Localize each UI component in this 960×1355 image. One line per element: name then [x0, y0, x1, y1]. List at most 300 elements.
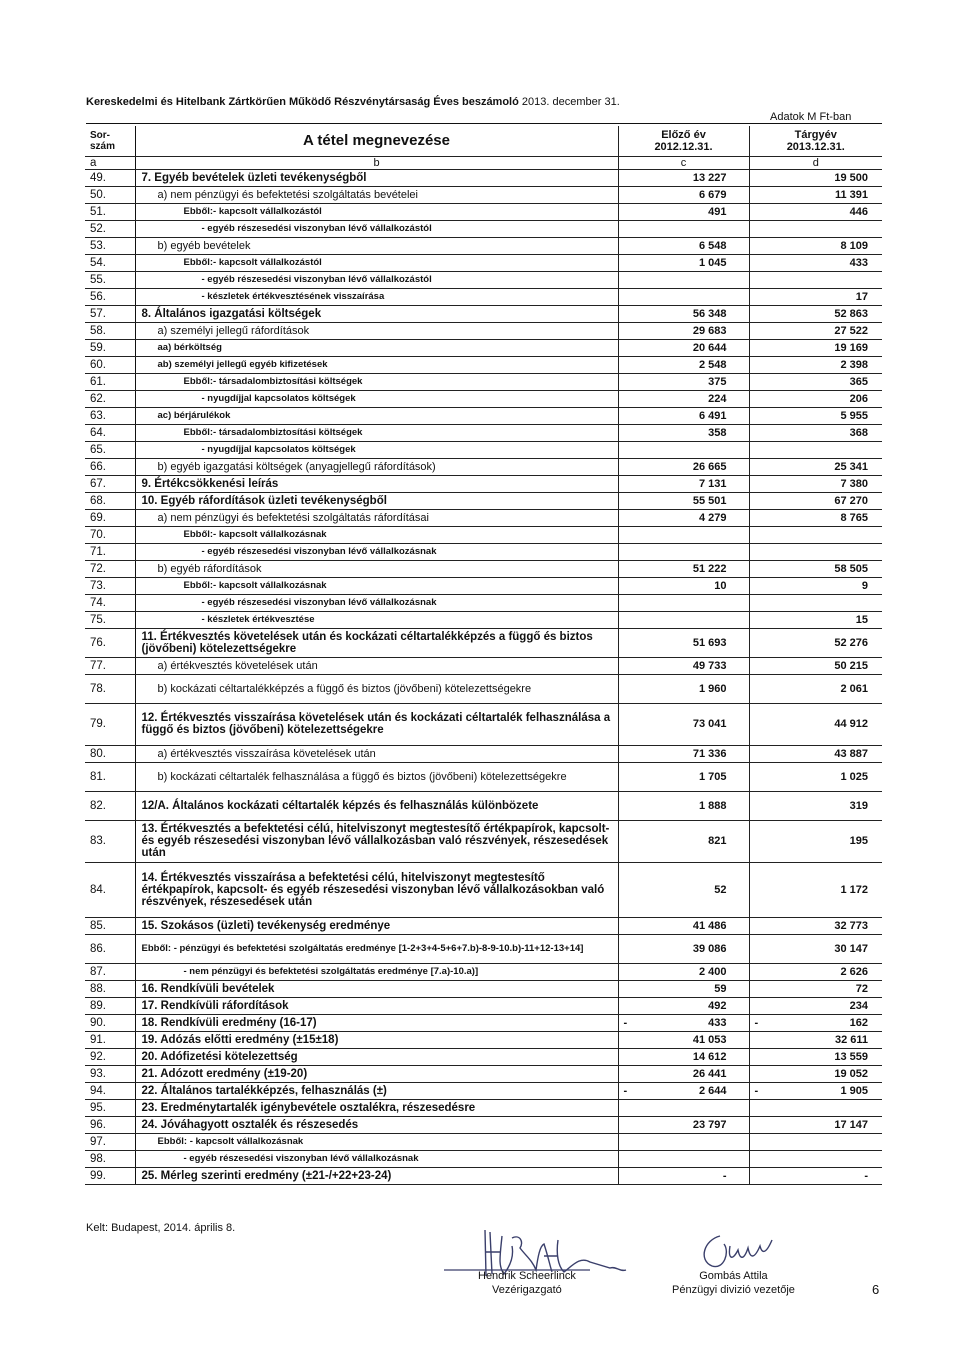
- row-label: b) kockázati céltartalék felhasználása a függő és biztos (jövőbeni) kötelezettségekre: [135, 762, 618, 791]
- cur-amount: 234: [849, 999, 868, 1012]
- prev-amount: 1 045: [698, 256, 727, 269]
- row-cur-value: [749, 703, 882, 745]
- cur-amount: 1 172: [840, 883, 868, 896]
- prev-amount: 26 665: [692, 460, 727, 473]
- prev-amount: 52: [714, 883, 727, 896]
- col-header-cur: [749, 126, 882, 156]
- row-prev-value: [618, 509, 749, 526]
- row-label: 14. Értékvesztés visszaírása a befektetési célú, hitelviszonyt megtestesítő értékpapírok, kapcsolt- és egyéb részesedési viszonyban lévő vállalkozásokban való részvények, részesedések után: [135, 862, 618, 917]
- row-label: - egyéb részesedési viszonyban lévő vállalkozásnak: [135, 543, 618, 560]
- row-cur-value: [749, 745, 882, 762]
- row-cur-value: [749, 1065, 882, 1082]
- row-label: ab) személyi jellegű egyéb kifizetések: [135, 356, 618, 373]
- table-row: [85, 424, 882, 441]
- table-row: [85, 1133, 882, 1150]
- row-label: 20. Adófizetési kötelezettség: [135, 1048, 618, 1065]
- row-label: Ebből:- kapcsolt vállalkozástól: [135, 203, 618, 220]
- cur-amount: 44 912: [834, 718, 868, 730]
- row-number: 61.: [85, 373, 135, 390]
- row-prev-value: [618, 1150, 749, 1167]
- row-label: 8. Általános igazgatási költségek: [135, 305, 618, 322]
- row-number: 91.: [85, 1031, 135, 1048]
- table-row: [85, 963, 882, 980]
- table-row: [85, 674, 882, 703]
- table-row: [85, 1167, 882, 1184]
- prev-amount: 375: [708, 375, 727, 388]
- row-cur-value: [749, 475, 882, 492]
- cur-amount: 17: [855, 290, 868, 303]
- table-row: [85, 271, 882, 288]
- table-row: [85, 628, 882, 657]
- row-prev-value: [618, 288, 749, 305]
- cur-amount: 52 863: [834, 307, 868, 320]
- prev-amount: 433: [708, 1016, 727, 1029]
- row-cur-value: [749, 1014, 882, 1031]
- row-prev-value: [618, 997, 749, 1014]
- unit-note: Adatok M Ft-ban: [770, 111, 852, 123]
- report-date: 2013. december 31.: [521, 96, 620, 108]
- row-number: 63.: [85, 407, 135, 424]
- prev-amount: 13 227: [692, 171, 727, 184]
- row-label: 23. Eredménytartalék igénybevétele osztalékra, részesedésre: [135, 1099, 618, 1116]
- row-number: 53.: [85, 237, 135, 254]
- cur-amount: 195: [849, 835, 868, 847]
- row-label: 11. Értékvesztés követelések után és kockázati céltartalékképzés a függő és biztos (jövőbeni) kötelezettségekre: [135, 628, 618, 657]
- prev-amount: 29 683: [692, 324, 727, 337]
- row-cur-value: [749, 820, 882, 862]
- row-number: 75.: [85, 611, 135, 628]
- cur-amount: 52 276: [834, 636, 868, 649]
- row-number: 85.: [85, 917, 135, 934]
- row-cur-value: [749, 657, 882, 674]
- cur-amount: 5 955: [840, 409, 868, 422]
- row-label: Ebből:- kapcsolt vállalkozásnak: [135, 577, 618, 594]
- prev-amount: 41 486: [692, 919, 727, 932]
- row-number: 55.: [85, 271, 135, 288]
- prev-amount: 1 888: [698, 799, 727, 812]
- row-label: - egyéb részesedési viszonyban lévő vállalkozásnak: [135, 1150, 618, 1167]
- table-row: [85, 220, 882, 237]
- place-date: Kelt: Budapest, 2014. április 8.: [86, 1222, 236, 1234]
- row-number: 74.: [85, 594, 135, 611]
- prev-amount: 224: [708, 392, 727, 405]
- cur-amount: 32 611: [834, 1033, 868, 1046]
- table-row: [85, 611, 882, 628]
- table-row: [85, 322, 882, 339]
- table-row: [85, 1014, 882, 1031]
- row-number: 60.: [85, 356, 135, 373]
- table-row: [85, 577, 882, 594]
- prev-amount: 2 644: [698, 1084, 727, 1097]
- row-label: - nyugdíjjal kapcsolatos költségek: [135, 390, 618, 407]
- row-prev-value: [618, 820, 749, 862]
- row-number: 62.: [85, 390, 135, 407]
- row-number: 86.: [85, 934, 135, 963]
- col-header-prev-label: Előző év: [661, 128, 706, 141]
- prev-amount: 4 279: [698, 511, 727, 524]
- prev-amount: 7 131: [698, 477, 727, 490]
- row-label: 13. Értékvesztés a befektetési célú, hitelviszonyt megtestesítő értékpapírok, kapcsolt- és egyéb részesedési viszonyban lévő vállalkozásban való részvények, részesedések után: [135, 820, 618, 862]
- row-prev-value: [618, 458, 749, 475]
- row-cur-value: [749, 254, 882, 271]
- cur-amount: 27 522: [834, 324, 868, 337]
- row-label: 22. Általános tartalékképzés, felhasználás (±): [135, 1082, 618, 1099]
- row-number: 52.: [85, 220, 135, 237]
- cur-amount: 365: [849, 375, 868, 388]
- row-cur-value: [749, 917, 882, 934]
- row-cur-value: [749, 963, 882, 980]
- row-number: 57.: [85, 305, 135, 322]
- row-number: 71.: [85, 543, 135, 560]
- row-prev-value: [618, 220, 749, 237]
- table-row: [85, 169, 882, 186]
- table-row: [85, 407, 882, 424]
- row-cur-value: [749, 1082, 882, 1099]
- row-prev-value: [618, 407, 749, 424]
- row-number: 82.: [85, 791, 135, 820]
- cur-amount: 50 215: [834, 659, 868, 672]
- row-number: 79.: [85, 703, 135, 745]
- row-prev-value: [618, 1048, 749, 1065]
- row-cur-value: [749, 424, 882, 441]
- row-cur-value: [749, 220, 882, 237]
- table-row: [85, 1116, 882, 1133]
- cur-amount: 72: [855, 982, 868, 995]
- row-number: 83.: [85, 820, 135, 862]
- signer2-name: Gombás Attila: [699, 1270, 768, 1282]
- row-number: 96.: [85, 1116, 135, 1133]
- row-prev-value: [618, 390, 749, 407]
- prev-amount: 56 348: [692, 307, 727, 320]
- row-prev-value: [618, 1082, 749, 1099]
- row-label: 18. Rendkívüli eredmény (16-17): [135, 1014, 618, 1031]
- cur-amount: 7 380: [840, 477, 868, 490]
- row-label: 17. Rendkívüli ráfordítások: [135, 997, 618, 1014]
- row-number: 66.: [85, 458, 135, 475]
- col-header-cur-label: Tárgyév: [794, 128, 837, 141]
- row-cur-value: [749, 1133, 882, 1150]
- table-body: [85, 169, 882, 1184]
- table-row: [85, 657, 882, 674]
- row-prev-value: [618, 424, 749, 441]
- table-row: [85, 820, 882, 862]
- row-prev-value: [618, 1167, 749, 1184]
- cur-amount: 2 061: [840, 682, 868, 695]
- cur-amount: 162: [849, 1016, 868, 1029]
- row-number: 56.: [85, 288, 135, 305]
- cur-amount: 13 559: [834, 1050, 868, 1063]
- row-label: 16. Rendkívüli bevételek: [135, 980, 618, 997]
- signer1-name: Hendrik Scheerlinck: [478, 1270, 576, 1282]
- row-cur-value: [749, 356, 882, 373]
- cur-amount: 8 109: [840, 239, 868, 252]
- row-prev-value: [618, 356, 749, 373]
- row-cur-value: [749, 1150, 882, 1167]
- row-number: 97.: [85, 1133, 135, 1150]
- row-label: a) nem pénzügyi és befektetési szolgáltatás ráfordításai: [135, 509, 618, 526]
- row-label: 12/A. Általános kockázati céltartalék képzés és felhasználás különbözete: [135, 791, 618, 820]
- row-label: Ebből:- kapcsolt vállalkozásnak: [135, 526, 618, 543]
- table-row: [85, 791, 882, 820]
- row-number: 69.: [85, 509, 135, 526]
- row-prev-value: [618, 762, 749, 791]
- table-row: [85, 237, 882, 254]
- prev-amount: 2 548: [698, 358, 727, 371]
- row-label: Ebből:- társadalombiztosítási költségek: [135, 424, 618, 441]
- table-row: [85, 917, 882, 934]
- row-cur-value: [749, 862, 882, 917]
- row-label: - nem pénzügyi és befektetési szolgáltatás eredménye [7.a)-10.a)]: [135, 963, 618, 980]
- row-prev-value: [618, 594, 749, 611]
- report-header: [86, 96, 620, 108]
- cur-amount: 17 147: [834, 1118, 868, 1131]
- row-prev-value: [618, 373, 749, 390]
- row-number: 89.: [85, 997, 135, 1014]
- row-label: 21. Adózott eredmény (±19-20): [135, 1065, 618, 1082]
- row-prev-value: [618, 475, 749, 492]
- row-prev-value: [618, 254, 749, 271]
- row-label: - nyugdíjjal kapcsolatos költségek: [135, 441, 618, 458]
- table-row: [85, 762, 882, 791]
- cur-amount: 15: [855, 613, 868, 626]
- row-label: 10. Egyéb ráfordítások üzleti tevékenységből: [135, 492, 618, 509]
- row-prev-value: [618, 963, 749, 980]
- row-label: - egyéb részesedési viszonyban lévő vállalkozástól: [135, 271, 618, 288]
- col-header-cur-date: 2013.12.31.: [786, 140, 845, 153]
- table-row: [85, 980, 882, 997]
- row-cur-value: [749, 791, 882, 820]
- col-letter-c: c: [618, 156, 749, 169]
- row-number: 92.: [85, 1048, 135, 1065]
- row-label: a) nem pénzügyi és befektetési szolgáltatás bevételei: [135, 186, 618, 203]
- row-prev-value: [618, 1116, 749, 1133]
- prev-amount: 2 400: [698, 965, 727, 978]
- row-number: 81.: [85, 762, 135, 791]
- prev-amount: 1 705: [698, 770, 727, 783]
- row-label: b) kockázati céltartalékképzés a függő és biztos (jövőbeni) kötelezettségekre: [135, 674, 618, 703]
- prev-amount: 55 501: [692, 494, 727, 507]
- table-row: [85, 475, 882, 492]
- row-cur-value: [749, 186, 882, 203]
- row-prev-value: [618, 1014, 749, 1031]
- prev-sign: -: [623, 1084, 628, 1097]
- row-prev-value: [618, 674, 749, 703]
- table-row: [85, 339, 882, 356]
- row-number: 72.: [85, 560, 135, 577]
- cur-sign: -: [754, 1016, 759, 1029]
- row-cur-value: [749, 441, 882, 458]
- row-number: 59.: [85, 339, 135, 356]
- row-number: 49.: [85, 169, 135, 186]
- row-label: - készletek értékvesztése: [135, 611, 618, 628]
- table-row: [85, 254, 882, 271]
- row-label: Ebből: - kapcsolt vállalkozásnak: [135, 1133, 618, 1150]
- row-cur-value: [749, 271, 882, 288]
- prev-amount: 821: [708, 835, 727, 847]
- prev-amount: 41 053: [692, 1033, 727, 1046]
- row-label: b) egyéb igazgatási költségek (anyagjellegű ráfordítások): [135, 458, 618, 475]
- prev-amount: 10: [714, 579, 727, 592]
- cur-amount: 1 905: [840, 1084, 868, 1097]
- table-row: [85, 1031, 882, 1048]
- table-row: [85, 703, 882, 745]
- row-label: b) egyéb bevételek: [135, 237, 618, 254]
- cur-amount: 2 626: [840, 965, 868, 978]
- row-cur-value: [749, 934, 882, 963]
- row-prev-value: [618, 203, 749, 220]
- signer1-title: Vezérigazgató: [492, 1284, 562, 1296]
- cur-sign: -: [754, 1084, 759, 1097]
- row-prev-value: [618, 492, 749, 509]
- row-label: 24. Jóváhagyott osztalék és részesedés: [135, 1116, 618, 1133]
- signer1: [478, 1270, 576, 1296]
- row-label: Ebből: - pénzügyi és befektetési szolgáltatás eredménye [1-2+3+4-5+6+7.b)-8-9-10.b)-11+12-13+14]: [135, 934, 618, 963]
- table-row: [85, 997, 882, 1014]
- row-number: 87.: [85, 963, 135, 980]
- prev-amount: 39 086: [692, 942, 727, 955]
- row-cur-value: [749, 560, 882, 577]
- income-statement-table: [85, 126, 882, 1185]
- row-prev-value: [618, 934, 749, 963]
- row-label: Ebből:- kapcsolt vállalkozástól: [135, 254, 618, 271]
- row-label: 12. Értékvesztés visszaírása követelések után és kockázati céltartalék felhasználása a függő és biztos (jövőbeni) kötelezettségekre: [135, 703, 618, 745]
- cur-amount: 368: [849, 426, 868, 439]
- prev-amount: 6 548: [698, 239, 727, 252]
- table-row: [85, 745, 882, 762]
- col-header-name: A tétel megnevezése: [135, 126, 618, 156]
- row-prev-value: [618, 186, 749, 203]
- prev-amount: 14 612: [692, 1050, 727, 1063]
- row-number: 50.: [85, 186, 135, 203]
- cur-amount: 206: [849, 392, 868, 405]
- cur-amount: 433: [849, 256, 868, 269]
- table-row: [85, 934, 882, 963]
- prev-amount: 51 222: [692, 562, 727, 575]
- row-number: 88.: [85, 980, 135, 997]
- row-label: b) egyéb ráfordítások: [135, 560, 618, 577]
- col-letter-a: a: [85, 156, 135, 169]
- row-cur-value: [749, 305, 882, 322]
- table-row: [85, 288, 882, 305]
- table-row: [85, 1150, 882, 1167]
- row-prev-value: [618, 791, 749, 820]
- header-rule: [86, 123, 882, 124]
- row-number: 93.: [85, 1065, 135, 1082]
- row-number: 51.: [85, 203, 135, 220]
- row-cur-value: [749, 1099, 882, 1116]
- row-number: 76.: [85, 628, 135, 657]
- signature-gombas: [690, 1230, 790, 1272]
- col-letter-d: d: [749, 156, 882, 169]
- row-prev-value: [618, 745, 749, 762]
- row-cur-value: [749, 1031, 882, 1048]
- cur-amount: 9: [861, 579, 868, 592]
- row-number: 78.: [85, 674, 135, 703]
- table-row: [85, 390, 882, 407]
- table-row: [85, 862, 882, 917]
- row-number: 54.: [85, 254, 135, 271]
- table-row: [85, 203, 882, 220]
- row-number: 80.: [85, 745, 135, 762]
- table-row: [85, 186, 882, 203]
- row-prev-value: [618, 980, 749, 997]
- row-prev-value: [618, 305, 749, 322]
- row-label: 9. Értékcsökkenési leírás: [135, 475, 618, 492]
- row-prev-value: [618, 322, 749, 339]
- prev-amount: 49 733: [692, 659, 727, 672]
- row-prev-value: [618, 611, 749, 628]
- table-row: [85, 1082, 882, 1099]
- row-label: Ebből:- társadalombiztosítási költségek: [135, 373, 618, 390]
- table-row: [85, 492, 882, 509]
- row-label: a) értékvesztés visszaírása követelések után: [135, 745, 618, 762]
- row-label: 25. Mérleg szerinti eredmény (±21-/+22+23-24): [135, 1167, 618, 1184]
- row-prev-value: [618, 862, 749, 917]
- row-prev-value: [618, 271, 749, 288]
- row-label: ac) bérjárulékok: [135, 407, 618, 424]
- row-cur-value: [749, 577, 882, 594]
- row-label: a) értékvesztés követelések után: [135, 657, 618, 674]
- row-cur-value: [749, 628, 882, 657]
- row-label: aa) bérköltség: [135, 339, 618, 356]
- row-prev-value: [618, 237, 749, 254]
- table-row: [85, 543, 882, 560]
- prev-amount: 73 041: [692, 718, 727, 730]
- row-cur-value: [749, 674, 882, 703]
- cur-amount: 19 169: [834, 341, 868, 354]
- row-label: 19. Adózás előtti eredmény (±15±18): [135, 1031, 618, 1048]
- table-row: [85, 594, 882, 611]
- row-label: - egyéb részesedési viszonyban lévő vállalkozástól: [135, 220, 618, 237]
- row-cur-value: [749, 543, 882, 560]
- prev-amount: 1 960: [698, 682, 727, 695]
- cur-amount: -: [864, 1169, 868, 1182]
- row-cur-value: [749, 203, 882, 220]
- row-cur-value: [749, 458, 882, 475]
- row-cur-value: [749, 509, 882, 526]
- row-number: 98.: [85, 1150, 135, 1167]
- row-prev-value: [618, 560, 749, 577]
- signer2: [672, 1270, 795, 1296]
- row-prev-value: [618, 169, 749, 186]
- signer2-title: Pénzügyi divizió vezetője: [672, 1284, 795, 1296]
- row-cur-value: [749, 390, 882, 407]
- cur-amount: 32 773: [834, 919, 868, 932]
- row-number: 70.: [85, 526, 135, 543]
- row-cur-value: [749, 762, 882, 791]
- prev-amount: 23 797: [692, 1118, 727, 1131]
- row-number: 58.: [85, 322, 135, 339]
- row-cur-value: [749, 594, 882, 611]
- prev-sign: -: [623, 1016, 628, 1029]
- row-cur-value: [749, 492, 882, 509]
- row-cur-value: [749, 373, 882, 390]
- table-row: [85, 560, 882, 577]
- prev-amount: 6 491: [698, 409, 727, 422]
- cur-amount: 1 025: [840, 770, 868, 783]
- prev-amount: 6 679: [698, 188, 727, 201]
- prev-amount: -: [722, 1169, 727, 1182]
- row-cur-value: [749, 339, 882, 356]
- col-header-prev-date: 2012.12.31.: [654, 140, 713, 153]
- row-number: 65.: [85, 441, 135, 458]
- table-row: [85, 458, 882, 475]
- row-number: 90.: [85, 1014, 135, 1031]
- col-header-prev: [618, 126, 749, 156]
- row-number: 64.: [85, 424, 135, 441]
- col-header-sor: Sor-szám: [85, 126, 135, 156]
- row-number: 95.: [85, 1099, 135, 1116]
